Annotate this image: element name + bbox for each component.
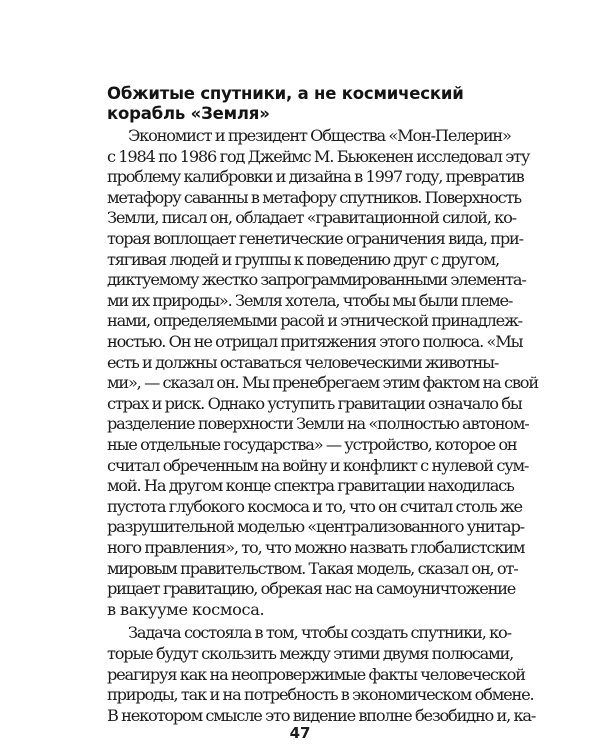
- text-line: мировым правительством. Такая модель, сказал он, от-: [107, 558, 518, 578]
- text-line: Экономист и президент Общества «Мон-Пелерин»: [128, 126, 511, 145]
- text-line: ми их природы». Земля хотела, чтобы мы были племе-: [107, 290, 513, 310]
- text-line: Земли, писал он, обладает «гравитационной силой, ко-: [107, 208, 516, 228]
- text-line: тягивая людей и группы к поведению друг с другом,: [107, 249, 499, 269]
- text-line: В некотором смысле это видение вполне безобидно и, ка-: [107, 705, 536, 725]
- text-line: диктуемому жестко запрограммированными элемента-: [107, 270, 526, 290]
- text-line: нами, определяемыми расой и этнической принадлеж-: [107, 311, 522, 331]
- section-heading-line-2: корабль «Земля»: [107, 104, 270, 123]
- section-heading: [107, 84, 497, 124]
- text-line: реагируя как на неопровержимые факты человеческой: [107, 664, 525, 684]
- page-number: 47: [289, 724, 311, 742]
- text-line: ностью. Он не отрицал притяжения этого полюса. «Мы: [107, 332, 523, 351]
- text-line: торые будут скользить между этими двумя полюсами,: [107, 644, 514, 663]
- text-line: считал обреченным на войну и конфликт с нулевой сум-: [107, 455, 529, 475]
- text-line: ного правления», то, что можно назвать глобалистским: [107, 538, 525, 557]
- text-line: метафору саванны в метафору спутников. Поверхность: [107, 187, 521, 207]
- text-line: ные отдельные государства» — устройство, которое он: [107, 435, 517, 454]
- text-line: разделение поверхности Земли на «полностью автоном-: [107, 414, 529, 434]
- text-line: в вакууме космоса.: [107, 599, 265, 619]
- text-line: рицает гравитацию, обрекая нас на самоуничтожение: [107, 579, 516, 599]
- text-line: природы, так и на потребность в экономическом обмене.: [107, 685, 534, 705]
- text-line: мой. На другом конце спектра гравитации находилась: [107, 476, 514, 496]
- text-line: страх и риск. Однако уступить гравитации означало бы: [107, 393, 522, 413]
- text-line: пустота глубокого космоса и то, что он считал столь же: [107, 496, 522, 516]
- text-line: торая воплощает генетические ограничения вида, при-: [107, 229, 523, 248]
- text-line: есть и должны оставаться человеческими животны-: [107, 352, 499, 372]
- text-line: проблему калибровки и дизайна в 1997 году, превратив: [107, 167, 524, 187]
- text-line: Задача состояла в том, чтобы создать спутники, ко-: [128, 623, 511, 643]
- text-line: ми», — сказал он. Мы пренебрегаем этим фактом на свой: [107, 373, 538, 393]
- text-line: разрушительной моделью «централизованного унитар-: [107, 517, 524, 537]
- text-line: с 1984 по 1986 год Джеймс М. Бьюкенен исследовал эту: [107, 146, 530, 166]
- section-heading-line-1: Обжитые спутники, а не космический: [107, 84, 464, 103]
